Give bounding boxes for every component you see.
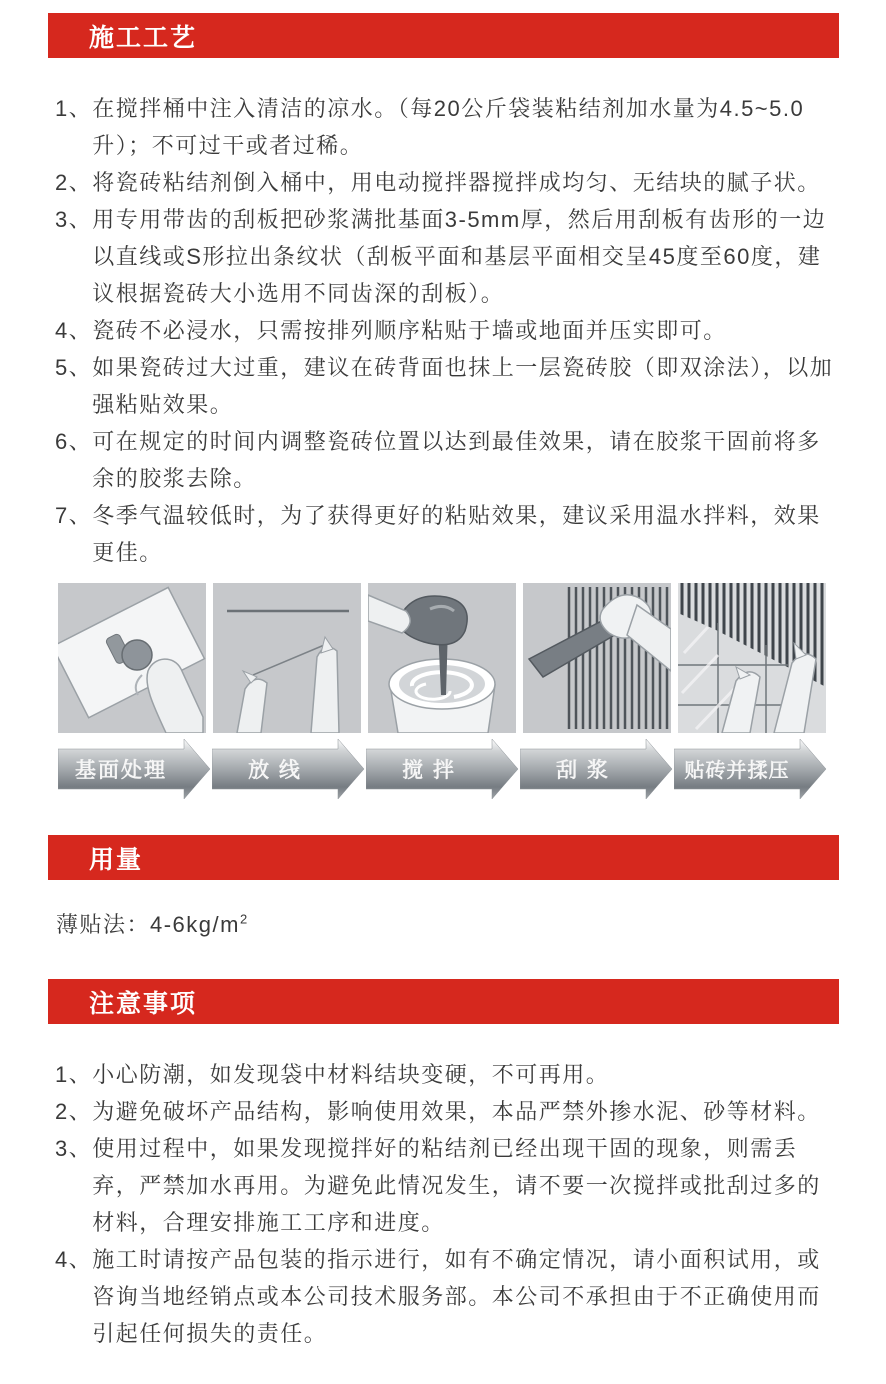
list-item [55, 90, 838, 164]
section-header-construction [48, 13, 839, 58]
notched-trowel-icon [523, 583, 671, 733]
section-title-construction: 施工工艺 [89, 23, 198, 52]
process-arrow-3 [366, 739, 520, 799]
list-item [55, 423, 838, 497]
process-step-panel-2 [213, 583, 361, 733]
usage-superscript: 2 [239, 911, 249, 927]
item-number: 5、 [55, 355, 93, 380]
usage-text [56, 908, 838, 939]
section-title-notes: 注意事项 [89, 989, 198, 1018]
process-step-panel-5 [678, 583, 826, 733]
item-text: 使用过程中，如果发现搅拌好的粘结剂已经出现干固的现象，则需丢弃，严禁加水再用。为避免此情况发生，请不要一次搅拌或批刮过多的材料，合理安排施工工序和进度。 [92, 1136, 821, 1235]
mixing-bucket-icon [368, 583, 516, 733]
item-number: 4、 [55, 1247, 93, 1272]
section-header-usage [48, 835, 839, 880]
process-arrow-5 [674, 739, 828, 799]
item-number: 2、 [55, 170, 93, 195]
process-step-panel-3 [368, 583, 516, 733]
usage-value: 薄贴法：4-6kg/m [56, 912, 240, 937]
item-text: 将瓷砖粘结剂倒入桶中，用电动搅拌器搅拌成均匀、无结块的腻子状。 [92, 170, 821, 195]
chalk-line-icon [213, 583, 361, 733]
process-arrow-2 [212, 739, 366, 799]
process-arrow-label: 贴砖并揉压 [684, 760, 790, 782]
list-item [55, 1056, 838, 1093]
item-number: 1、 [55, 96, 93, 121]
item-text: 瓷砖不必浸水，只需按排列顺序粘贴于墙或地面并压实即可。 [92, 318, 727, 343]
process-arrow-label: 刮 浆 [556, 759, 610, 782]
surface-prep-icon [58, 583, 206, 733]
section-header-notes [48, 979, 839, 1024]
process-step-panel-4 [523, 583, 671, 733]
list-item [55, 1130, 838, 1241]
item-text: 施工时请按产品包装的指示进行，如有不确定情况，请小面积试用，或咨询当地经销点或本公司技术服务部。本公司不承担由于不正确使用而引起任何损失的责任。 [92, 1247, 821, 1346]
item-text: 在搅拌桶中注入清洁的凉水。（每20公斤袋装粘结剂加水量为4.5~5.0升）；不可过干或者过稀。 [92, 96, 805, 158]
construction-steps-list [0, 58, 886, 571]
list-item [55, 164, 838, 201]
item-number: 4、 [55, 318, 93, 343]
item-text: 可在规定的时间内调整瓷砖位置以达到最佳效果，请在胶浆干固前将多余的胶浆去除。 [92, 429, 821, 491]
process-arrow-4 [520, 739, 674, 799]
list-item [55, 497, 838, 571]
tile-pressing-icon [678, 583, 826, 733]
process-panels [58, 583, 828, 733]
item-text: 用专用带齿的刮板把砂浆满批基面3-5mm厚，然后用刮板有齿形的一边以直线或S形拉出条纹状（刮板平面和基层平面相交呈45度至60度，建议根据瓷砖大小选用不同齿深的刮板）。 [92, 207, 827, 306]
process-step-panel-1 [58, 583, 206, 733]
notes-list [0, 1024, 886, 1352]
section-title-usage: 用量 [89, 845, 144, 874]
item-number: 1、 [55, 1062, 93, 1087]
process-arrow-label: 基面处理 [75, 759, 167, 782]
list-item [55, 201, 838, 312]
list-item [55, 349, 838, 423]
item-text: 冬季气温较低时，为了获得更好的粘贴效果，建议采用温水拌料，效果更佳。 [92, 503, 821, 565]
process-diagram [58, 583, 828, 799]
item-number: 3、 [55, 1136, 93, 1161]
list-item [55, 312, 838, 349]
item-number: 6、 [55, 429, 93, 454]
process-arrow-1 [58, 739, 212, 799]
item-text: 如果瓷砖过大过重，建议在砖背面也抹上一层瓷砖胶（即双涂法），以加强粘贴效果。 [92, 355, 834, 417]
item-text: 小心防潮，如发现袋中材料结块变硬，不可再用。 [92, 1062, 610, 1087]
item-number: 7、 [55, 503, 93, 528]
process-arrow-label: 放 线 [248, 759, 302, 782]
item-number: 3、 [55, 207, 93, 232]
process-arrows [58, 739, 828, 799]
item-text: 为避免破坏产品结构，影响使用效果，本品严禁外掺水泥、砂等材料。 [92, 1099, 821, 1124]
item-number: 2、 [55, 1099, 93, 1124]
process-arrow-label: 搅 拌 [402, 759, 456, 782]
list-item [55, 1093, 838, 1130]
list-item [55, 1241, 838, 1352]
